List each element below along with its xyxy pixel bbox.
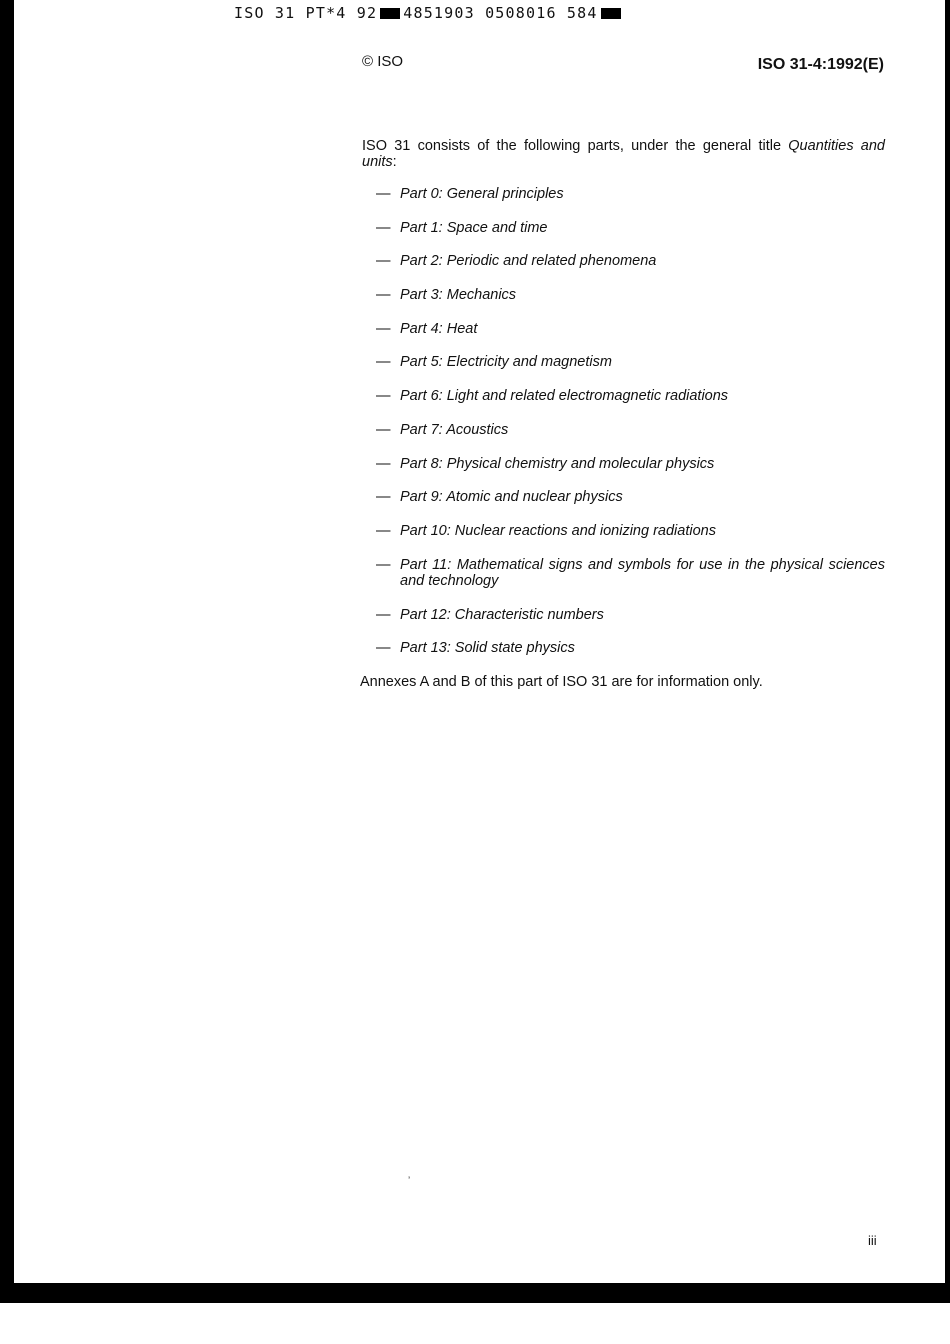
list-item [376, 253, 885, 269]
list-item [376, 220, 885, 236]
list-item-text: Part 2: Periodic and related phenomena [400, 253, 657, 270]
list-dash: — [376, 186, 391, 202]
annex-note: Annexes A and B of this part of ISO 31 are for information only. [360, 674, 763, 690]
intro-title: Quantities and units [362, 138, 886, 170]
list-item-text: Part 3: Mechanics [400, 287, 517, 304]
list-item-text: Part 13: Solid state physics [400, 640, 575, 657]
list-item [376, 354, 885, 370]
list-item-text: Part 9: Atomic and nuclear physics [400, 489, 623, 506]
intro-end: : [392, 154, 397, 170]
list-dash: — [376, 253, 391, 270]
list-dash: — [376, 455, 391, 472]
page-number: iii [868, 1233, 877, 1248]
list-item-text: Part 1: Space and time [400, 219, 548, 236]
list-item [376, 287, 885, 303]
list-dash: — [376, 489, 391, 506]
list-item-text: Part 8: Physical chemistry and molecular physics [400, 455, 715, 472]
list-item-text: Part 10: Nuclear reactions and ionizing radiations [400, 522, 716, 539]
list-dash: — [376, 354, 391, 371]
barcode-block-icon [380, 8, 400, 19]
list-item-text: Part 12: Characteristic numbers [400, 606, 604, 623]
list-dash: — [376, 320, 391, 337]
list-item-text: Part 4: Heat [400, 320, 478, 337]
intro-paragraph [362, 138, 885, 170]
list-item [376, 489, 885, 505]
list-item-text: Part 5: Electricity and magnetism [400, 354, 612, 371]
list-item [376, 422, 885, 438]
below-scan-area [0, 1303, 950, 1344]
standard-id: ISO 31-4:1992(E) [757, 56, 884, 73]
list-item [376, 523, 885, 539]
list-item [376, 186, 885, 202]
list-dash: — [376, 421, 391, 438]
list-dash: — [376, 606, 391, 623]
list-item [376, 607, 885, 623]
intro-text: ISO 31 consists of the following parts, under the general title [362, 138, 782, 154]
list-dash: — [376, 287, 391, 304]
list-item [376, 640, 885, 656]
scan-border-bottom [0, 1283, 950, 1303]
scan-header-middle: 4851903 0508016 584 [403, 4, 598, 22]
list-dash: — [376, 388, 391, 405]
scan-speck-icon: ʼ [408, 1176, 411, 1187]
list-item [376, 388, 885, 404]
list-dash: — [376, 556, 391, 573]
list-item-text: Part 7: Acoustics [400, 421, 509, 438]
scan-border-right [945, 0, 950, 1344]
list-dash: — [376, 219, 391, 236]
copyright-notice: © ISO [362, 53, 404, 70]
list-dash: — [376, 522, 391, 539]
scan-border-left [0, 0, 14, 1344]
list-item-text: Part 6: Light and related electromagnetic radiations [400, 388, 729, 405]
scan-header-left: ISO 31 PT*4 92 [234, 4, 378, 22]
list-item [376, 557, 885, 589]
list-item-text: Part 11: Mathematical signs and symbols for use in the physical sciences and technology [400, 556, 885, 589]
list-item-text: Part 0: General principles [400, 186, 564, 202]
list-item [376, 321, 885, 337]
scan-header [234, 4, 624, 22]
list-item [376, 456, 885, 472]
barcode-block-icon [601, 8, 621, 19]
list-dash: — [376, 640, 391, 657]
parts-list [376, 186, 885, 674]
